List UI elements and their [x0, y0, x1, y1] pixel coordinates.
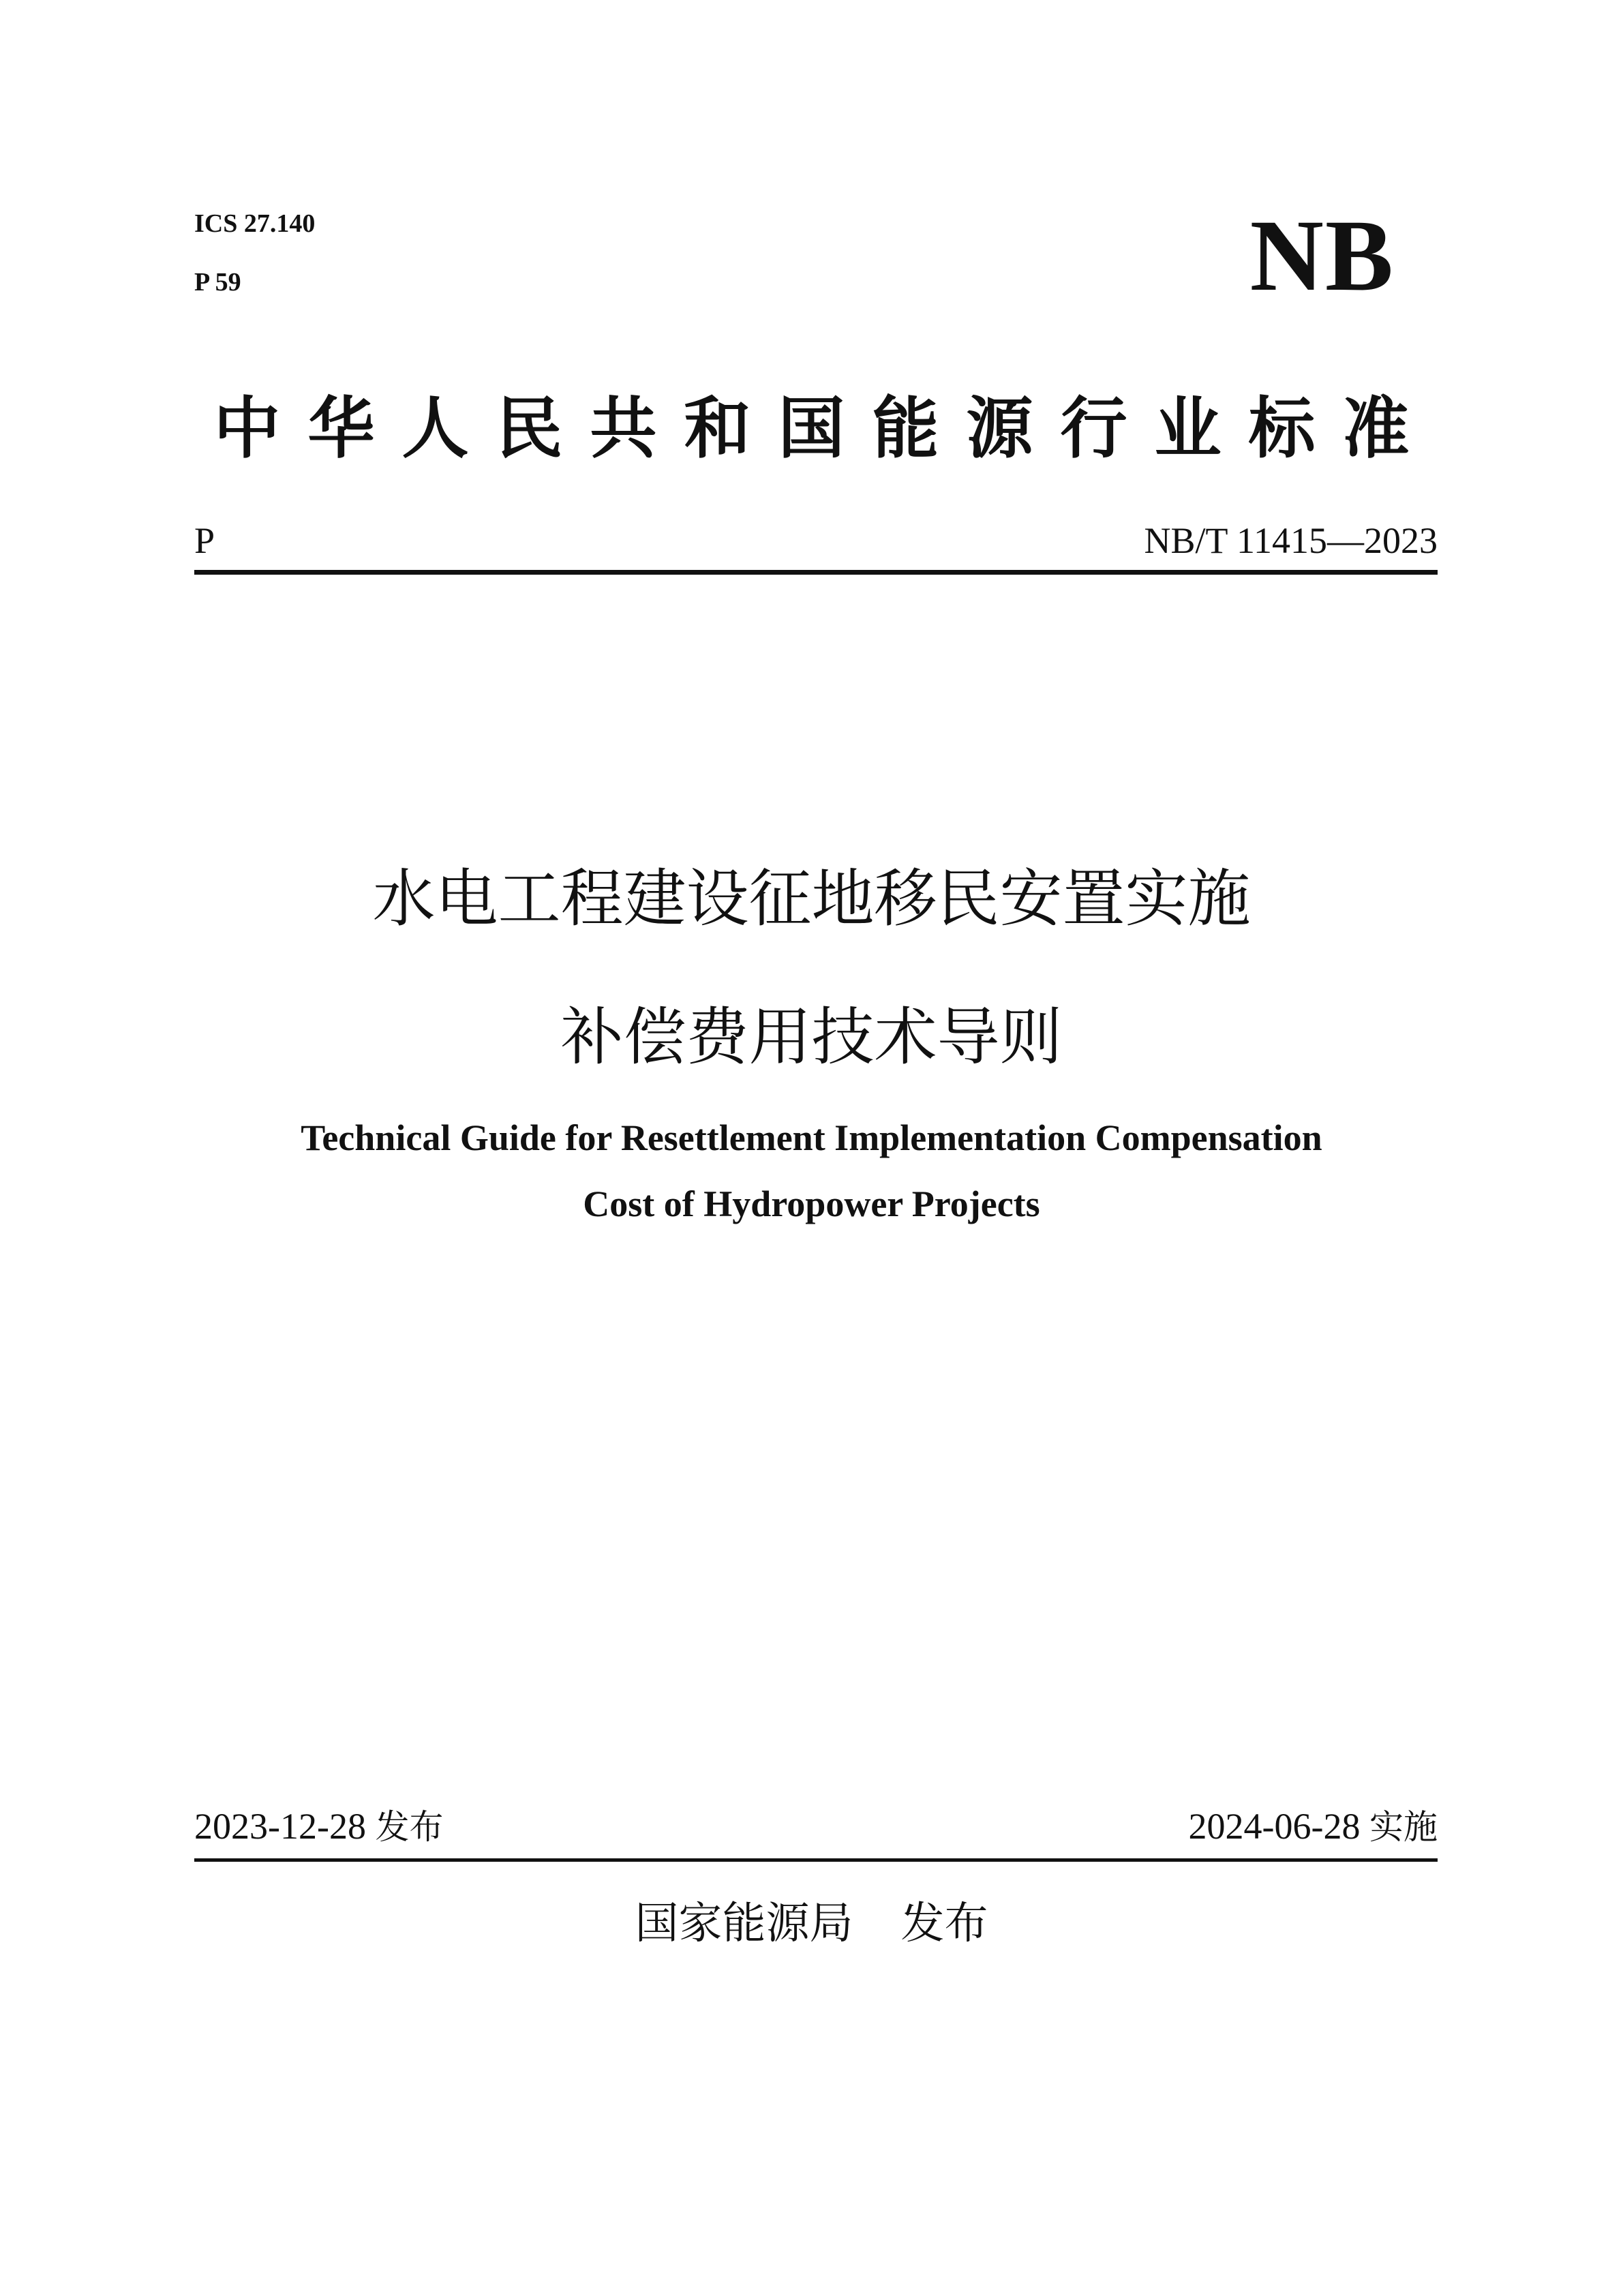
title-english-line-2: Cost of Hydropower Projects	[583, 1183, 1040, 1224]
category-letter: P	[194, 520, 215, 561]
implementation-date-value: 2024-06-28	[1188, 1806, 1361, 1847]
footer-divider	[194, 1858, 1438, 1862]
classification-code: P 59	[194, 268, 241, 297]
standard-number: NB/T 11415—2023	[1144, 520, 1438, 561]
issue-date	[194, 1800, 443, 1849]
implementation-label: 实施	[1369, 1807, 1438, 1847]
implementation-date	[1189, 1800, 1438, 1849]
title-chinese-line-1: 水电工程建设征地移民安置实施	[372, 862, 1251, 935]
title-chinese-line-2: 补偿费用技术导则	[560, 1001, 1063, 1074]
standard-category-title: 中华人民共和国能源行业标准	[213, 390, 1437, 468]
issue-label: 发布	[375, 1807, 444, 1847]
nb-logo: NB	[1249, 199, 1395, 312]
publisher-action: 发布	[900, 1899, 988, 1949]
ics-code: ICS 27.140	[194, 209, 316, 238]
publisher	[0, 1888, 1623, 1951]
title-english-line-1: Technical Guide for Resettlement Implementation Compensation	[301, 1117, 1322, 1158]
issue-date-value: 2023-12-28	[194, 1806, 366, 1847]
header-divider	[194, 570, 1438, 575]
publisher-name: 国家能源局	[635, 1899, 853, 1949]
